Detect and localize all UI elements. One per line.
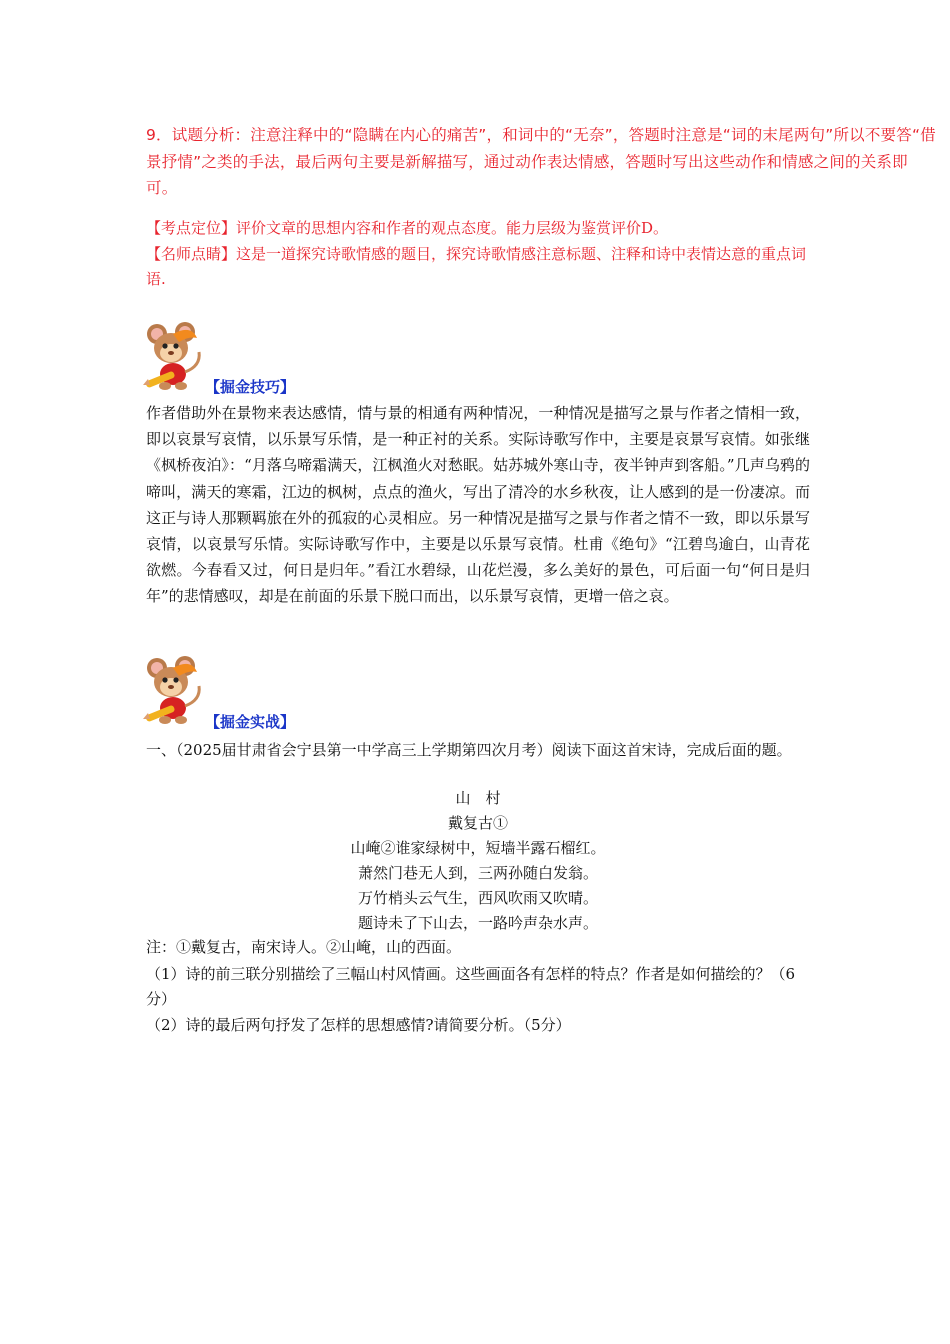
answer-analysis: 9．试题分析：注意注释中的“隐瞒在内心的痛苦”，和词中的“无奈”，答题时注意是“词的末尾两句”所以不要答“借景抒情”之类的手法，最后两句主要是新解描写，通过动作表达情感，答题时写出这些动作和情感之间的关系即可。 [146,126,936,197]
section-label-shizhan: 【掘金实战】 [205,713,296,731]
jiqiao-paragraph: 作者借助外在景物来表达感情，情与景的相通有两种情况，一种情况是描写之景与作者之情相一致，即以哀景写哀情，以乐景写乐情，是一种正衬的关系。实际诗歌写作中，主要是哀景写哀情。如张继《枫桥夜泊》：“月落乌啼霜满天，江枫渔火对愁眠。姑苏城外寒山寺，夜半钟声到客船。”几声乌鸦的啼叫，满天的寒霜，江边的枫树，点点的渔火，写出了清冷的水乡秋夜，让人感到的是一份凄凉。而这正与诗人那颗羁旅在外的孤寂的心灵相应。另一种情况是描写之景与作者之情不一致，即以乐景写哀情，以哀景写乐情。实际诗歌写作中，主要是以乐景写哀情。杜甫《绝句》“江碧鸟逾白，山青花欲燃。今春看又过，何日是归年。”看江水碧绿，山花烂漫，多么美好的景色，可后面一句“何日是归年”的悲情感叹，却是在前面的乐景下脱口而出，以乐景写哀情，更增一倍之哀。 [146,404,810,606]
mouse-mascot-icon-2 [143,656,209,726]
question-1: （1）诗的前三联分别描绘了三幅山村风情画。这些画面各有怎样的特点？作者是如何描绘的？（6分） [146,965,796,1008]
poem-line: 万竹梢头云气生，西风吹雨又吹晴。 [357,889,598,907]
poem-title: 山 村 [455,789,501,807]
question-intro: 一、（2025届甘肃省会宁县第一中学高三上学期第四次月考）阅读下面这首宋诗，完成后面的题。 [146,741,792,759]
poem-line: 萧然门巷无人到，三两孙随白发翁。 [357,864,598,882]
kaodian-text: 评价文章的思想内容和作者的观点态度。能力层级为鉴赏评价D。 [236,219,669,237]
poem-line: 题诗未了下山去，一路吟声杂水声。 [357,914,598,932]
poem-line: 山崦②谁家绿树中，短墙半露石榴红。 [350,839,606,857]
mingshi-tag: 【名师点睛】 [146,245,237,263]
mingshi-text: 这是一道探究诗歌情感的题目，探究诗歌情感注意标题、注释和诗中表情达意的重点词语. [146,245,807,288]
question-2: （2）诗的最后两句抒发了怎样的思想感情?请简要分析。（5分） [146,1016,571,1034]
poem-author: 戴复古① [447,814,508,832]
kaodian-dingwei [146,216,826,240]
kaodian-tag: 【考点定位】 [146,219,237,237]
mingshi-dianjing [146,242,816,292]
section-label-jiqiao: 【掘金技巧】 [205,378,296,396]
mouse-mascot-icon [143,322,209,392]
poem-note: 注：①戴复古，南宋诗人。②山崦，山的西面。 [146,938,462,956]
